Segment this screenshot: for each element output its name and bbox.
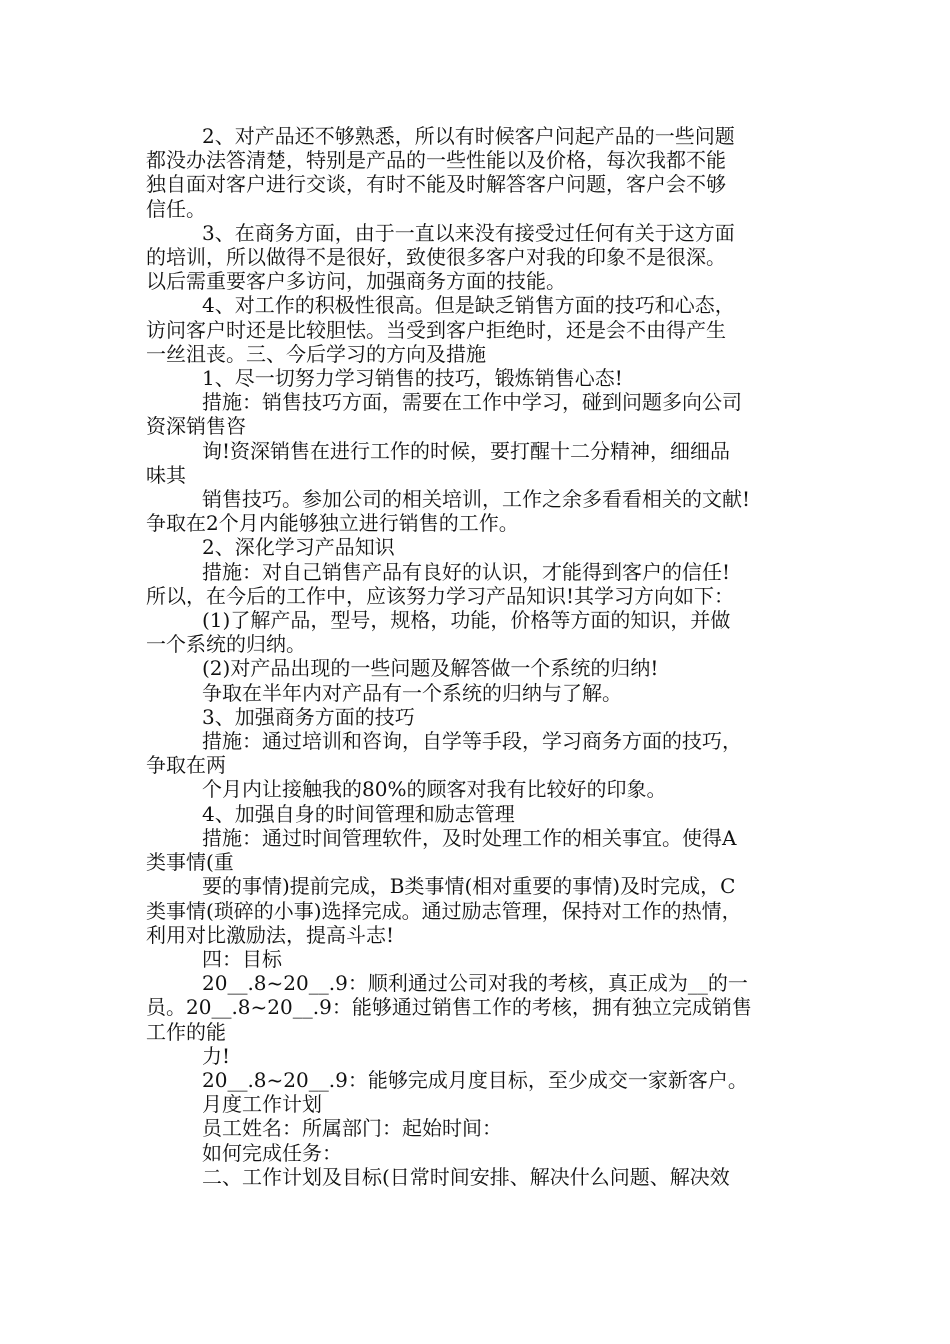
paragraph xyxy=(146,221,826,294)
paragraph xyxy=(146,560,826,608)
text-line: 1、尽一切努力学习销售的技巧，锻炼销售心态! xyxy=(202,366,623,391)
text-line: 信任。 xyxy=(146,196,206,221)
text-line: 类事情(琐碎的小事)选择完成。通过励志管理，保持对工作的热情， xyxy=(146,898,742,923)
text-line: 2、对产品还不够熟悉，所以有时候客户问起产品的一些问题 xyxy=(202,124,735,148)
text-line: 4、加强自身的时间管理和励志管理 xyxy=(202,801,515,826)
paragraph xyxy=(146,971,826,1044)
paragraph xyxy=(146,874,826,947)
text-line: 措施：通过培训和咨询，自学等手段，学习商务方面的技巧， xyxy=(202,729,742,754)
text-line: 工作的能 xyxy=(146,1019,226,1044)
document-body xyxy=(146,124,826,1189)
text-line: 的培训，所以做得不是很好，致使很多客户对我的印象不是很深。 xyxy=(146,245,726,270)
paragraph xyxy=(146,439,826,487)
paragraph xyxy=(146,390,826,438)
paragraph xyxy=(146,681,826,705)
paragraph xyxy=(146,826,826,874)
text-line: 如何完成任务： xyxy=(202,1140,342,1165)
paragraph xyxy=(146,366,826,390)
paragraph xyxy=(146,1092,826,1116)
paragraph xyxy=(146,1165,826,1189)
text-line: 月度工作计划 xyxy=(202,1092,322,1117)
paragraph xyxy=(146,487,826,535)
text-line: 类事情(重 xyxy=(146,850,234,875)
text-line: 一丝沮丧。三、今后学习的方向及措施 xyxy=(146,341,486,366)
text-line: 个月内让接触我的80%的顾客对我有比较好的印象。 xyxy=(202,777,667,802)
text-line: 四：目标 xyxy=(202,946,282,971)
text-line: 要的事情)提前完成，B类事情(相对重要的事情)及时完成，C xyxy=(202,874,736,899)
paragraph xyxy=(146,777,826,801)
text-line: 独自面对客户进行交谈，有时不能及时解答客户问题，客户会不够 xyxy=(146,172,726,197)
text-line: 争取在2个月内能够独立进行销售的工作。 xyxy=(146,511,519,536)
text-line: 资深销售咨 xyxy=(146,414,246,439)
text-line: 销售技巧。参加公司的相关培训，工作之余多看看相关的文献! xyxy=(202,487,751,512)
paragraph xyxy=(146,656,826,680)
text-line: 措施：对自己销售产品有良好的认识，才能得到客户的信任! xyxy=(202,559,731,584)
text-line: 询!资深销售在进行工作的时候，要打醒十二分精神，细细品 xyxy=(202,438,731,463)
text-line: 20__.8~20__.9：顺利通过公司对我的考核，真正成为__的一 xyxy=(202,971,748,996)
paragraph xyxy=(146,1044,826,1068)
text-line: 力! xyxy=(202,1043,231,1068)
text-line: 所以，在今后的工作中，应该努力学习产品知识!其学习方向如下： xyxy=(146,583,735,608)
paragraph xyxy=(146,1141,826,1165)
text-line: 争取在两 xyxy=(146,753,226,778)
text-line: 员。20__.8~20__.9：能够通过销售工作的考核，拥有独立完成销售 xyxy=(146,995,752,1020)
text-line: 访问客户时还是比较胆怯。当受到客户拒绝时，还是会不由得产生 xyxy=(146,317,726,342)
text-line: (2)对产品出现的一些问题及解答做一个系统的归纳! xyxy=(202,656,659,681)
paragraph xyxy=(146,947,826,971)
paragraph xyxy=(146,729,826,777)
text-line: 味其 xyxy=(146,462,186,487)
paragraph xyxy=(146,1068,826,1092)
text-line: 3、在商务方面，由于一直以来没有接受过任何有关于这方面 xyxy=(202,220,735,245)
text-line: 利用对比激励法，提高斗志! xyxy=(146,922,395,947)
paragraph xyxy=(146,535,826,559)
text-line: 20__.8~20__.9：能够完成月度目标，至少成交一家新客户。 xyxy=(202,1067,748,1092)
text-line: 措施：销售技巧方面，需要在工作中学习，碰到问题多向公司 xyxy=(202,390,742,415)
text-line: 一个系统的归纳。 xyxy=(146,632,306,657)
paragraph xyxy=(146,124,826,221)
text-line: 以后需重要客户多访问，加强商务方面的技能。 xyxy=(146,269,566,294)
text-line: 二、工作计划及目标(日常时间安排、解决什么问题、解决效 xyxy=(202,1164,730,1189)
text-line: 争取在半年内对产品有一个系统的归纳与了解。 xyxy=(202,680,622,705)
paragraph xyxy=(146,1116,826,1140)
text-line: 2、深化学习产品知识 xyxy=(202,535,395,560)
text-line: 员工姓名：所属部门：起始时间： xyxy=(202,1116,502,1141)
paragraph xyxy=(146,293,826,366)
text-line: 都没办法答清楚，特别是产品的一些性能以及价格，每次我都不能 xyxy=(146,148,726,173)
paragraph xyxy=(146,608,826,656)
text-line: 措施：通过时间管理软件，及时处理工作的相关事宜。使得A xyxy=(202,825,737,850)
text-line: 4、对工作的积极性很高。但是缺乏销售方面的技巧和心态， xyxy=(202,293,735,318)
paragraph xyxy=(146,802,826,826)
paragraph xyxy=(146,705,826,729)
text-line: 3、加强商务方面的技巧 xyxy=(202,704,415,729)
text-line: (1)了解产品，型号，规格，功能，价格等方面的知识，并做 xyxy=(202,608,731,633)
